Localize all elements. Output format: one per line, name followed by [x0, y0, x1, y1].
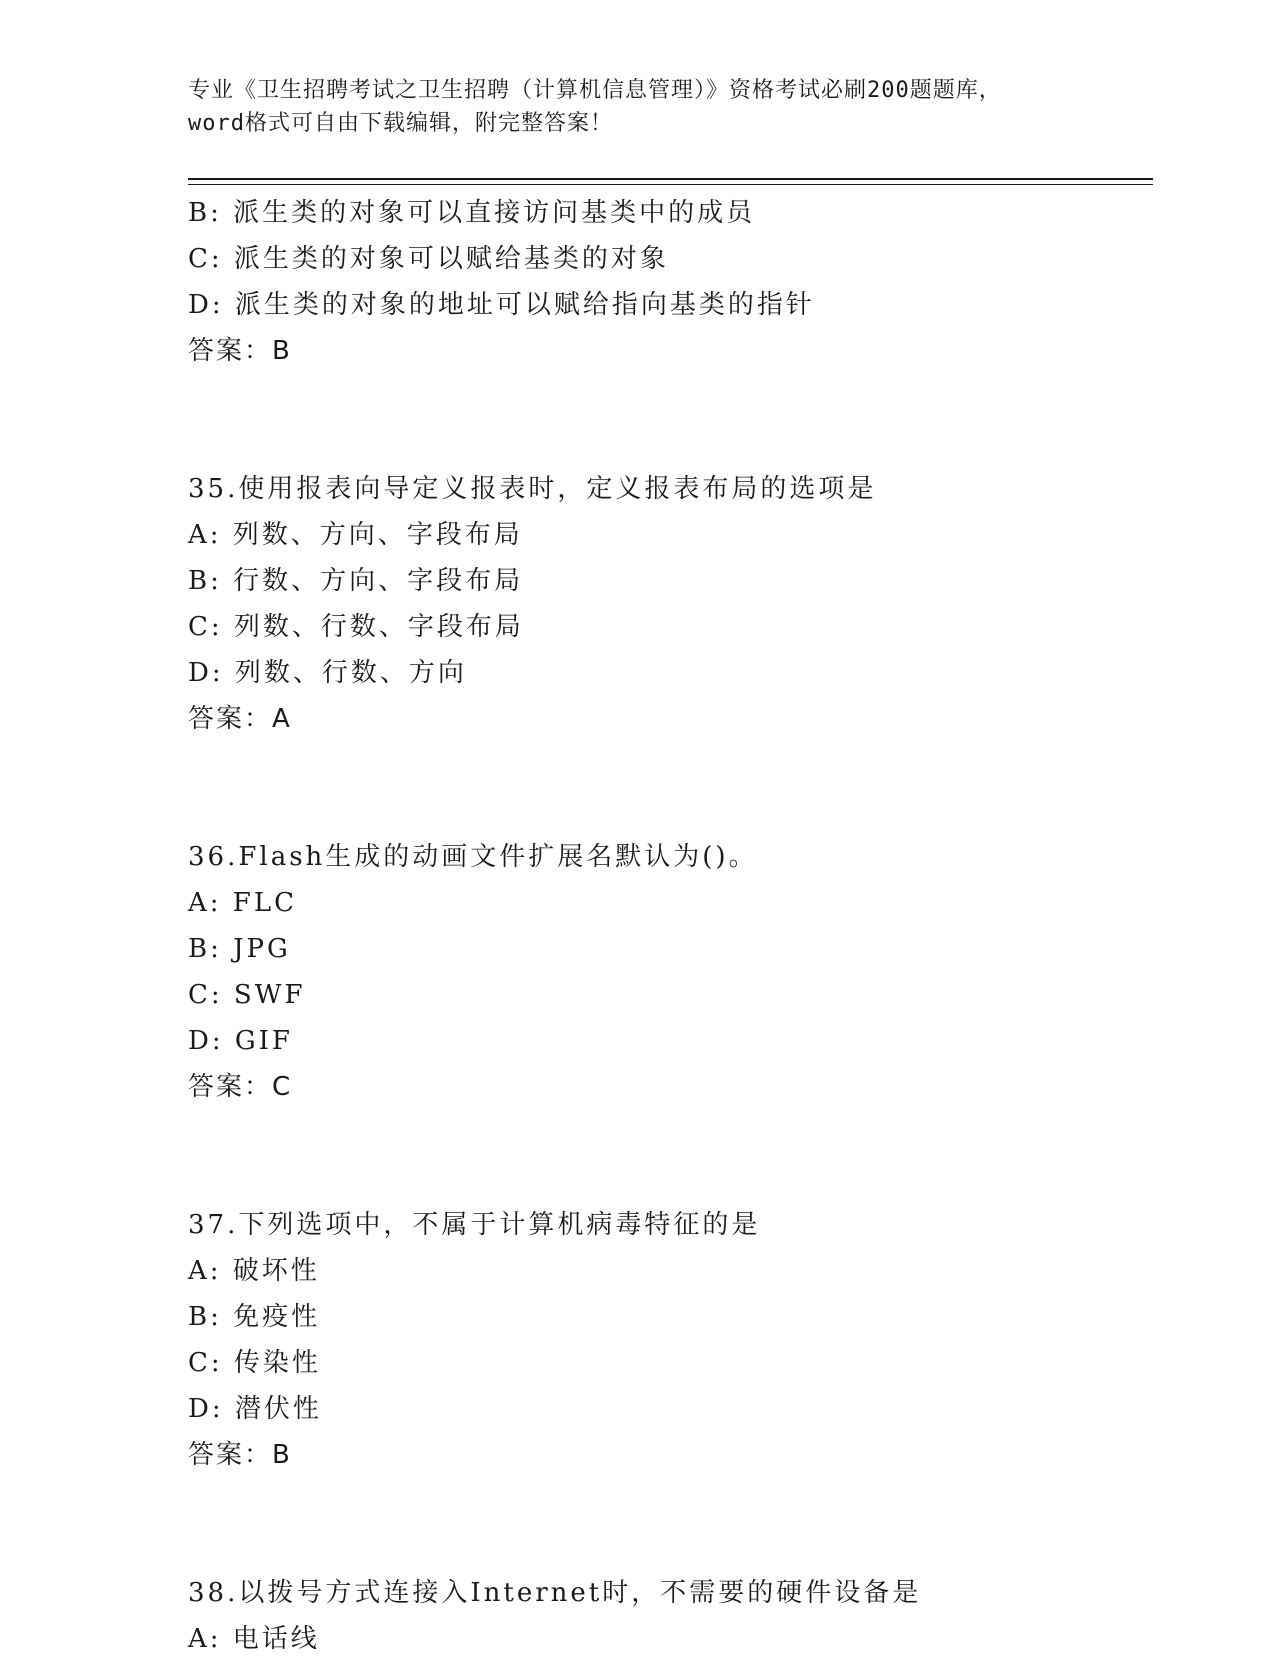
option-c: C: SWF [188, 980, 306, 1010]
header-divider [188, 178, 1153, 180]
answer: 答案：B [188, 1440, 292, 1470]
option-a: A: 破坏性 [188, 1256, 320, 1286]
option-b: B: JPG [188, 934, 291, 964]
option-d: D: GIF [188, 1026, 293, 1056]
question-38 [188, 1570, 1148, 1662]
option-d: D: 列数、行数、方向 [188, 658, 467, 688]
question-37 [188, 1202, 1148, 1478]
option-a: A: 电话线 [188, 1624, 320, 1654]
header-line-1: 专业《卫生招聘考试之卫生招聘（计算机信息管理）》资格考试必刷200题题库， [188, 78, 1002, 103]
question-list [188, 190, 1148, 1662]
option-c: C: 派生类的对象可以赋给基类的对象 [188, 244, 669, 274]
question-36 [188, 834, 1148, 1110]
question-stem: 35.使用报表向导定义报表时，定义报表布局的选项是 [188, 474, 877, 504]
question-stem: 36.Flash生成的动画文件扩展名默认为()。 [188, 842, 758, 872]
header-divider-thin [188, 184, 1153, 185]
option-c: C: 列数、行数、字段布局 [188, 612, 524, 642]
option-b: B: 派生类的对象可以直接访问基类中的成员 [188, 198, 756, 228]
answer: 答案：A [188, 704, 292, 734]
question-stem: 37.下列选项中，不属于计算机病毒特征的是 [188, 1210, 761, 1240]
document-header [188, 74, 1088, 140]
question-35 [188, 466, 1148, 742]
option-a: A: FLC [188, 888, 297, 918]
option-b: B: 行数、方向、字段布局 [188, 566, 524, 596]
answer: 答案：C [188, 1072, 293, 1102]
option-d: D: 潜伏性 [188, 1394, 322, 1424]
option-b: B: 免疫性 [188, 1302, 321, 1332]
question-stem: 38.以拨号方式连接入Internet时，不需要的硬件设备是 [188, 1578, 922, 1608]
answer: 答案：B [188, 336, 292, 366]
question-34-continued [188, 190, 1148, 374]
option-a: A: 列数、方向、字段布局 [188, 520, 523, 550]
option-d: D: 派生类的对象的地址可以赋给指向基类的指针 [188, 290, 815, 320]
option-c: C: 传染性 [188, 1348, 321, 1378]
header-line-2: word格式可自由下载编辑，附完整答案！ [188, 111, 613, 136]
